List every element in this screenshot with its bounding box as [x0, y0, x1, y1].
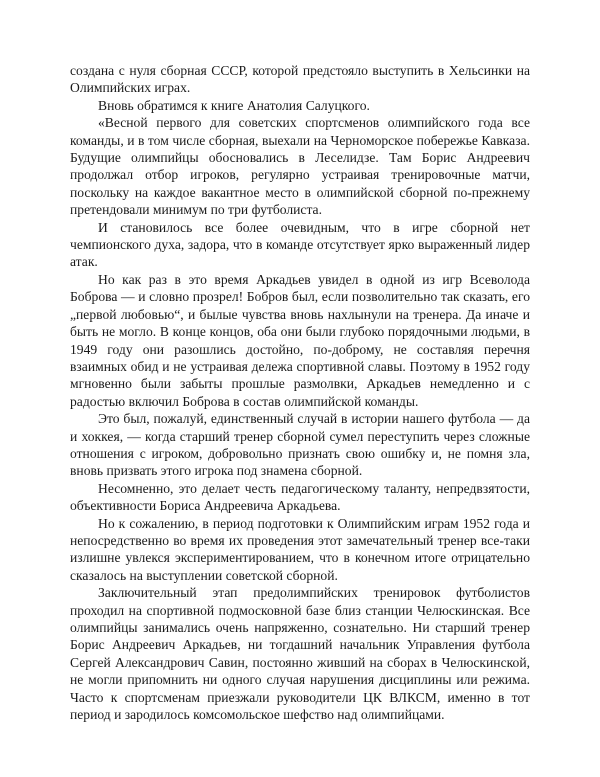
paragraph: «Весной первого для советских спортсменов олимпийского года все команды, и в том числе сборная, выехали на Черноморское побережье Кавказа. Будущие олимпийцы обосновались в Леселидзе. Там Борис Андреевич продолжал отбор игроков, регулярно устраивая тренировочные матчи, поскольку на каждое вакантное место в олимпийской сборной по-прежнему претендовали минимум по три футболиста.: [70, 115, 530, 218]
paragraph: Вновь обратимся к книге Анатолия Салуцкого.: [98, 97, 370, 113]
paragraph: создана с нуля сборная СССР, которой предстояло выступить в Хельсинки на Олимпийских играх.: [70, 63, 530, 96]
document-page: [70, 62, 530, 723]
paragraph: И становилось все более очевидным, что в игре сборной нет чемпионского духа, задора, что в команде отсутствует ярко выраженный лидер атак.: [70, 219, 530, 270]
paragraph: Заключительный этап предолимпийских тренировок футболистов проходил на спортивной подмосковной базе близ станции Челюскинская. Все олимпийцы занимались очень напряженно, сознательно. Ни старший тренер Борис Андреевич Аркадьев, ни тогдашний начальник Управления футбола Сергей Александрович Савин, постоянно живший на сборах в Челюскинской, не могли припомнить ни одного случая нарушения дисциплины или режима. Часто к спортсменам приезжали руководители ЦК ВЛКСМ, именно в тот период и зародилось комсомольское шефство над олимпийцами.: [70, 585, 530, 723]
paragraph: Но как раз в это время Аркадьев увидел в одной из игр Всеволода Боброва — и словно прозрел! Бобров был, если позволительно так сказать, его „первой любовью“, и былые чувства вновь нахлынули на тренера. Да иначе и быть не могло. В конце концов, оба они были глубоко порядочными людьми, в 1949 году они разошлись достойно, по-доброму, не составляя перечня взаимных обид и не устраивая дележа спортивной славы. Поэтому в 1952 году мгновенно были забыты прошлые размолвки, Аркадьев немедленно и с радостью включил Боброва в состав олимпийской команды.: [70, 271, 530, 409]
paragraph: Но к сожалению, в период подготовки к Олимпийским играм 1952 года и непосредственно во время их проведения этот замечательный тренер все-таки излишне увлекся экспериментированием, что в конечном итоге отрицательно сказалось на выступлении советской сборной.: [70, 515, 530, 583]
paragraph: Это был, пожалуй, единственный случай в истории нашего футбола — да и хоккея, — когда старший тренер сборной сумел переступить через сложные отношения с игроком, добровольно признать свою ошибку и, не помня зла, вновь призвать этого игрока под знамена сборной.: [70, 411, 530, 479]
paragraph: Несомненно, это делает честь педагогическому таланту, непредвзятости, объективности Бориса Андреевича Аркадьева.: [70, 480, 530, 514]
